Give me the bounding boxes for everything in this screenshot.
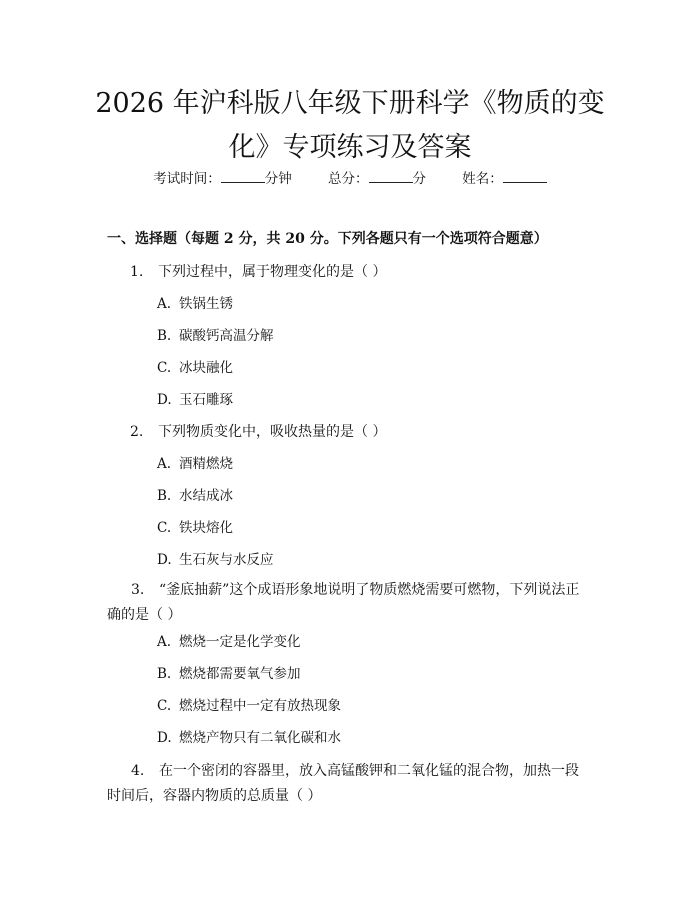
option-letter: D. [157,392,172,408]
section-title: 一、选择题（每题 2 分，共 20 分。下列各题只有一个选项符合题意） [107,231,548,247]
q2-option-c [157,518,233,538]
question-text: 在一个密闭的容器里，放入高锰酸钾和二氧化锰的混合物，加热一段时间后，容器内物质的总质量（ ） [107,763,579,804]
option-letter: A. [157,634,172,650]
option-letter: B. [157,488,172,504]
q1-option-b [157,326,274,346]
q1-option-a [157,294,233,314]
option-letter: C. [157,698,172,714]
question-text: 下列过程中，属于物理变化的是（ ） [158,264,387,280]
q3-option-a [157,632,301,652]
option-text: 燃烧产物只有二氧化碳和水 [179,730,341,746]
option-text: 玉石雕琢 [179,392,233,408]
score-blank [369,170,413,183]
option-letter: A. [157,296,172,312]
option-text: 冰块融化 [179,360,233,376]
question-text: 下列物质变化中，吸收热量的是（ ） [158,424,387,440]
option-letter: D. [157,552,172,568]
question-number: 4. [131,763,145,779]
exam-time [153,171,292,187]
option-letter: C. [157,520,172,536]
question-1 [130,262,386,282]
option-letter: D. [157,730,172,746]
question-number: 1. [130,264,144,280]
question-number: 3. [131,582,145,598]
q3-option-c [157,696,341,716]
option-text: 酒精燃烧 [179,456,233,472]
score-unit: 分 [412,171,426,187]
total-score [328,171,426,187]
option-text: 燃烧过程中一定有放热现象 [179,698,341,714]
option-text: 水结成冰 [179,488,233,504]
option-text: 铁块熔化 [179,520,233,536]
question-number: 2. [130,424,144,440]
document-title [90,82,610,170]
option-text: 碳酸钙高温分解 [179,328,274,344]
option-text: 燃烧都需要氧气参加 [179,666,301,682]
score-label: 总分： [328,171,369,187]
exam-info [0,169,700,189]
title-line-1: 2026 年沪科版八年级下册科学《物质的变 [95,88,605,119]
question-text: “釜底抽薪”这个成语形象地说明了物质燃烧需要可燃物，下列说法正确的是（ ） [107,582,580,623]
name-blank [503,170,547,183]
q3-option-d [157,728,341,748]
q3-option-b [157,664,301,684]
option-text: 生石灰与水反应 [179,552,274,568]
option-text: 燃烧一定是化学变化 [179,634,301,650]
option-letter: B. [157,328,172,344]
student-name [462,171,547,187]
q1-option-d [157,390,233,410]
time-label: 考试时间： [153,171,221,187]
title-line-2: 化》专项练习及答案 [228,132,472,163]
q2-option-b [157,486,233,506]
time-blank [221,170,265,183]
option-letter: A. [157,456,172,472]
q1-option-c [157,358,233,378]
question-3 [107,578,591,628]
question-2 [130,422,386,442]
option-letter: C. [157,360,172,376]
question-4 [107,759,591,809]
option-letter: B. [157,666,172,682]
option-text: 铁锅生锈 [179,296,233,312]
q2-option-d [157,550,274,570]
name-label: 姓名： [462,171,503,187]
q2-option-a [157,454,233,474]
time-unit: 分钟 [264,171,292,187]
